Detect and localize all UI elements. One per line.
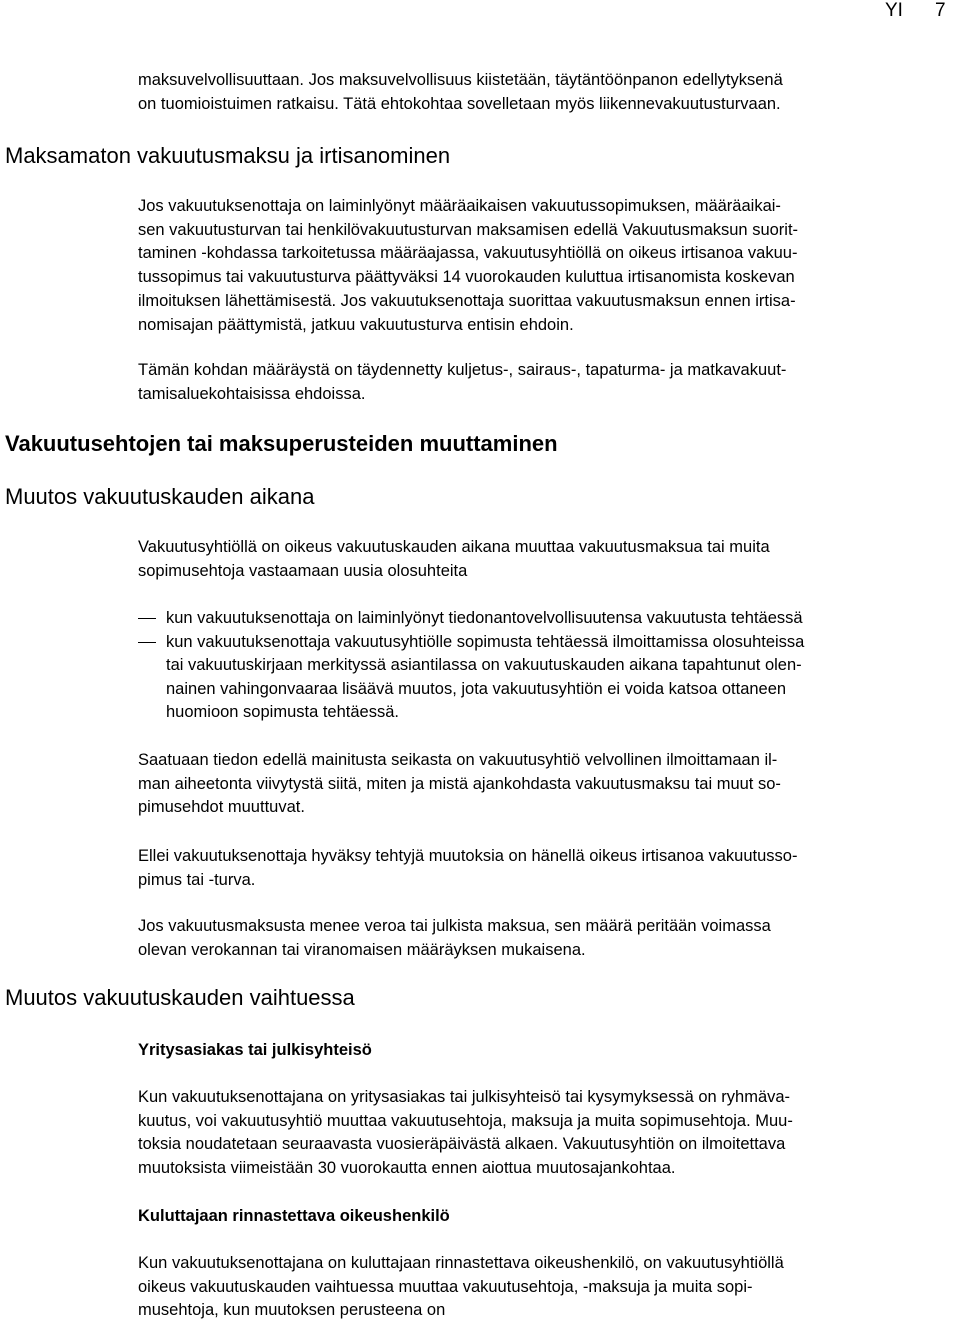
text-line: tai vakuutuskirjaan merkityssä asiantilassa on vakuutuskauden aikana tapahtunut olen- — [166, 656, 802, 674]
dash-bullet — [138, 618, 156, 619]
text-line: muutoksista viimeistään 30 vuorokautta ennen aiottua muutosajankohtaa. — [138, 1159, 676, 1178]
text-line: sopimusehtoja vastaamaan uusia olosuhteita — [138, 561, 468, 580]
page-header — [0, 0, 960, 40]
dash-bullet — [138, 642, 156, 643]
tax-paragraph — [138, 915, 771, 962]
intro-paragraph — [138, 69, 783, 116]
change-rights-paragraph — [138, 536, 770, 583]
text-line: Kun vakuutuksenottajana on yritysasiakas tai julkisyhteisö tai kysymyksessä on ryhmäva- — [138, 1088, 791, 1106]
consumer-like-entity-paragraph — [138, 1252, 784, 1323]
text-line: taminen -kohdassa tarkoitetussa määräajassa, vakuutusyhtiöllä on oikeus irtisanoa vakuu- — [138, 244, 798, 263]
section-heading-unpaid-premium: Maksamaton vakuutusmaksu ja irtisanominen — [5, 143, 451, 168]
text-line: tamisaluekohtaisissa ehdoissa. — [138, 384, 366, 403]
text-line: Tämän kohdan määräystä on täydennetty kuljetus-, sairaus-, tapaturma- ja matkavakuut- — [138, 361, 787, 379]
text-line: Jos vakuutusmaksusta menee veroa tai julkista maksua, sen määrä peritään voimassa — [138, 917, 771, 935]
list-item — [138, 607, 960, 631]
text-line: pimus tai -turva. — [138, 870, 256, 889]
business-customer-paragraph — [138, 1086, 793, 1181]
subheading-consumer-like-entity: Kuluttajaan rinnastettava oikeushenkilö — [138, 1207, 450, 1225]
text-line: Kun vakuutuksenottajana on kuluttajaan rinnastettava oikeushenkilö, on vakuutusyhtiöllä — [138, 1254, 784, 1272]
subheading-business-customer: Yritysasiakas tai julkisyhteisö — [138, 1041, 372, 1059]
text-line: toksia noudatetaan seuraavasta vuosieräpäivästä alkaen. Vakuutusyhtiön on ilmoitettava — [138, 1135, 786, 1154]
text-line: ilmoituksen lähettämisestä. Jos vakuutuksenottaja suorittaa vakuutusmaksun ennen irtisa- — [138, 291, 796, 310]
text-line: pimusehdot muuttuvat. — [138, 798, 305, 817]
text-line: nainen vahingonvaaraa lisäävä muutos, jota vakuutusyhtiön ei voida katsoa ottaneen — [166, 679, 787, 698]
section-heading-terms-change: Vakuutusehtojen tai maksuperusteiden muuttaminen — [5, 431, 558, 456]
text-line: maksuvelvollisuuttaan. Jos maksuvelvollisuus kiistetään, täytäntöönpanon edellytyksenä — [138, 71, 783, 89]
text-line: man aiheetonta viivytystä siitä, miten ja mistä ajankohdasta vakuutusmaksu tai muut so- — [138, 774, 781, 793]
subheading-period-change: Muutos vakuutuskauden vaihtuessa — [5, 985, 355, 1010]
text-line: olevan verokannan tai viranomaisen määräyksen mukaisena. — [138, 940, 586, 959]
text-line: nomisajan päättymistä, jatkuu vakuutusturva entisin ehdoin. — [138, 315, 574, 334]
list-item — [138, 631, 960, 725]
subheading-during-period: Muutos vakuutuskauden aikana — [5, 484, 315, 509]
text-line: Vakuutusyhtiöllä on oikeus vakuutuskauden aikana muuttaa vakuutusmaksua tai muita — [138, 538, 770, 556]
supplement-paragraph — [138, 359, 786, 406]
text-line: tussopimus tai vakuutusturva päättyväksi 14 vuorokauden kuluttua irtisanomista koskevan — [138, 268, 795, 287]
notice-paragraph — [138, 749, 781, 820]
page-number: 7 — [935, 0, 946, 21]
text-line: oikeus vakuutuskauden vaihtuessa muuttaa vakuutusehtoja, -maksuja ja muita sopi- — [138, 1277, 753, 1296]
unpaid-premium-paragraph — [138, 195, 798, 337]
text-line: Saatuaan tiedon edellä mainitusta seikasta on vakuutusyhtiö velvollinen ilmoittamaan il- — [138, 751, 778, 769]
termination-paragraph — [138, 845, 797, 892]
text-line: Ellei vakuutuksenottaja hyväksy tehtyjä muutoksia on hänellä oikeus irtisanoa vakuutusso- — [138, 847, 798, 865]
text-line: kun vakuutuksenottaja vakuutusyhtiölle sopimusta tehtäessä ilmoittamissa olosuhteissa — [166, 632, 805, 651]
text-line: Jos vakuutuksenottaja on laiminlyönyt määräaikaisen vakuutussopimuksen, määräaikai- — [138, 197, 781, 215]
conditions-list — [138, 607, 960, 725]
header-label: YI — [885, 0, 903, 21]
text-line: kuutus, voi vakuutusyhtiö muuttaa vakuutusehtoja, maksuja ja muita sopimusehtoja. Muu- — [138, 1111, 793, 1130]
text-line: on tuomioistuimen ratkaisu. Tätä ehtokohtaa sovelletaan myös liikennevakuutusturvaan. — [138, 94, 781, 113]
text-line: musehtoja, kun muutoksen perusteena on — [138, 1301, 446, 1320]
text-line: kun vakuutuksenottaja on laiminlyönyt tiedonantovelvollisuutensa vakuutusta tehtäessä — [166, 609, 803, 627]
text-line: sen vakuutusturvan tai henkilövakuutusturvan maksamisen edellä Vakuutusmaksun suorit- — [138, 220, 799, 239]
text-line: huomioon sopimusta tehtäessä. — [166, 703, 399, 721]
